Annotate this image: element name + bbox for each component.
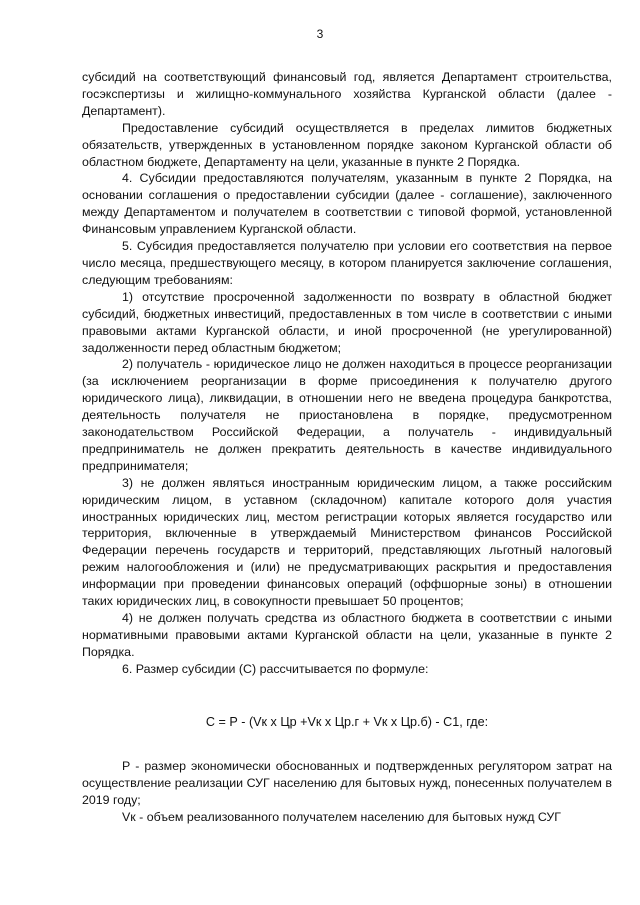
paragraph-requirement-4: 4) не должен получать средства из областного бюджета в соответствии с иными нормативными правовыми актами Курганской области на цели, указанные в пункте 2 Порядка. [82,611,612,659]
subsidy-formula: С = Р - (Vк х Цр +Vк х Цр.г + Vк х Цр.б) - С1, где: [205,715,489,729]
paragraph-item-6: 6. Размер субсидии (С) рассчитывается по формуле: [122,661,429,676]
formula-definitions [82,758,612,826]
definition-vk: Vк - объем реализованного получателем населению для бытовых нужд СУГ [122,809,561,824]
paragraph-requirement-3: 3) не должен являться иностранным юридическим лицом, а также российским юридическим лицом, в уставном (складочном) капитале которого доля участия иностранных юридических лиц, местом регистрации которых является государство или территория, включенные в утверждаемый Министерством финансов Российской Федерации перечень государств и территорий, представляющих льготный налоговый режим налогообложения и (или) не предусматривающих раскрытия и предоставления информации при проведении финансовых операций (оффшорные зоны) в отношении таких юридических лиц, в совокупности превышает 50 процентов; [82,475,612,609]
paragraph-item-4: 4. Субсидии предоставляются получателям, указанным в пункте 2 Порядка, на основании соглашения о предоставлении субсидии (далее - соглашение), заключенного между Департаментом и получателем в соответствии с типовой формой, установленной Финансовым управлением Курганской области. [82,171,612,237]
paragraph-department: субсидий на соответствующий финансовый год, является Департамент строительства, госэкспертизы и жилищно-коммунального хозяйства Курганской области (далее - Департамент). [82,70,612,118]
definition-p: Р - размер экономически обоснованных и подтвержденных регулятором затрат на осуществление реализации СУГ населению для бытовых нужд, понесенных получателем в 2019 году; [82,759,612,807]
paragraph-item-5: 5. Субсидия предоставляется получателю при условии его соответствия на первое число месяца, предшествующего месяцу, в котором планируется заключение соглашения, следующим требованиям: [82,239,612,287]
page-number: 3 [316,27,324,41]
paragraph-budget-limits: Предоставление субсидий осуществляется в пределах лимитов бюджетных обязательств, утвержденных в установленном порядке законом Курганской области об областном бюджете, Департаменту на цели, указанные в пункте 2 Порядка. [82,120,612,169]
body-text [82,69,612,678]
paragraph-requirement-1: 1) отсутствие просроченной задолженности по возврату в областной бюджет субсидий, бюджетных инвестиций, предоставленных в том числе в соответствии с иными правовыми актами Курганской области, и иной просроченной (не урегулированной) задолженности перед областным бюджетом; [82,289,612,355]
paragraph-requirement-2: 2) получатель - юридическое лицо не должен находиться в процессе реорганизации (за исключением реорганизации в форме присоединения к получателю другого юридического лица), ликвидации, в отношении него не введена процедура банкротства, деятельность получателя не приостановлена в порядке, предусмотренном законодательством Российской Федерации, а получатель - индивидуальный предприниматель не должен прекратить деятельность в качестве индивидуального предпринимателя; [82,357,612,473]
